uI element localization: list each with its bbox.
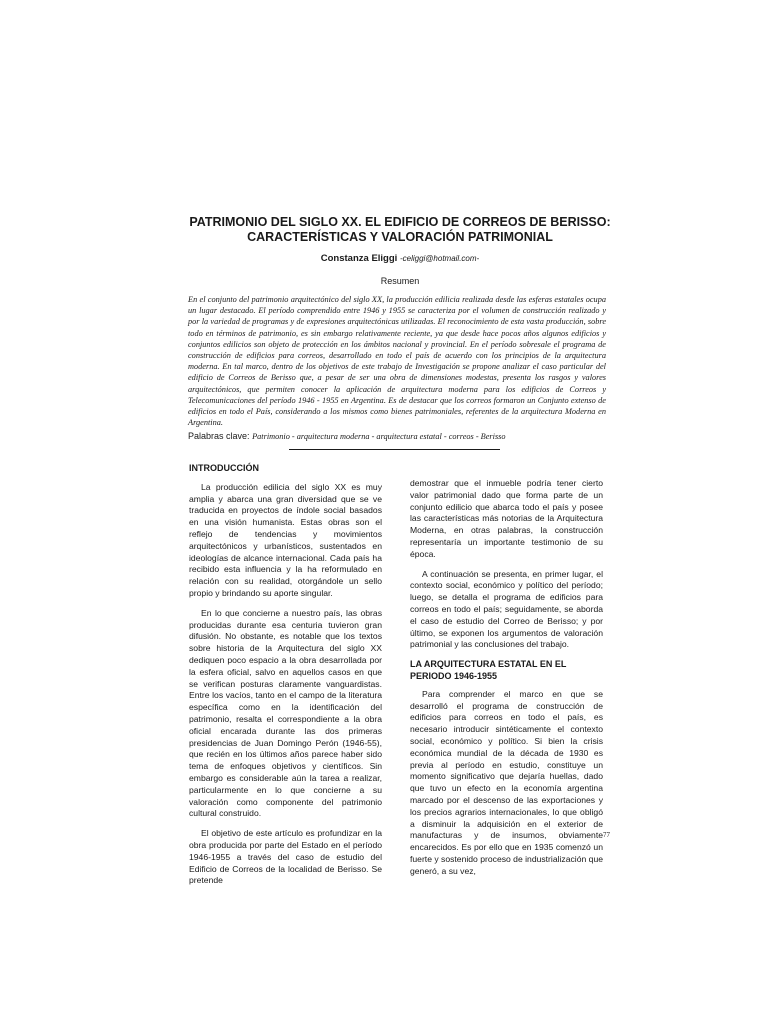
paragraph: Para comprender el marco en que se desarrolló el programa de construcción de edificios para correos en todo el país, es necesario introducir sintéticamente el contexto social, económico y político. Si bien la crisis económica mundial de la década de 1930 es previa al período en estudio, constituye un momento significativo que dejaría huellas, dado que tuvo un efecto en la economía argentina marcado por el descenso de las exportaciones y los precios agrarios internacionales, lo que obligó a disminuir la adquisición en el exterior de manufacturas y de insumos, obviamente encarecidos. Es por ello que en 1935 comenzó un fuerte y sostenido proceso de industrialización que generó, a su vez,: [410, 688, 603, 876]
left-column: [189, 463, 382, 895]
author-line: [150, 253, 650, 264]
title-line-2: CARACTERÍSTICAS Y VALORACIÓN PATRIMONIAL: [247, 230, 553, 244]
paragraph: En lo que concierne a nuestro país, las obras producidas durante esa centuria tuvieron gran difusión. No obstante, es notable que los textos sobre historia de la Arquitectura del siglo XX dediquen poco espacio a la obra desarrollada por la esfera oficial, salvo en aquellos casos en que se verifican posturas claramente vanguardistas. Entre los vacíos, tanto en el campo de la literatura específica como en la identificación del patrimonio, resalta el correspondiente a la obra oficial encarada durante las dos primeras presidencias de Juan Domingo Perón (1946-55), que recién en los últimos años parece haber sido tema de enfoques objetivos y científicos. Sin embargo es considerable aún la tarea a realizar, particularmente en lo que concierne a su valoración como componente del patrimonio cultural construido.: [189, 607, 382, 819]
section-heading-introduccion: INTRODUCCIÓN: [189, 463, 259, 473]
right-column: [410, 478, 603, 886]
keywords: [188, 431, 606, 441]
title-line-1: PATRIMONIO DEL SIGLO XX. EL EDIFICIO DE CORREOS DE BERISSO:: [189, 215, 611, 229]
article-title: [150, 215, 650, 245]
keywords-text: Patrimonio - arquitectura moderna - arquitectura estatal - correos - Berisso: [252, 432, 506, 441]
page-number: 77: [603, 831, 610, 839]
paragraph: A continuación se presenta, en primer lugar, el contexto social, económico y político del período; luego, se detalla el programa de edificios para correos en todo el país; seguidamente, se aborda el caso de estudio del Correo de Berisso; y por último, se exponen los argumentos de valoración patrimonial y las conclusiones del trabajo.: [410, 568, 603, 650]
abstract-heading: Resumen: [380, 276, 420, 286]
author-name: Constanza Eliggi: [320, 253, 398, 264]
author-email: -celiggi@hotmail.com-: [399, 254, 480, 263]
paragraph: El objetivo de este artículo es profundizar en la obra producida por parte del Estado en el período 1946-1955 a través del caso de estudio del Edificio de Correos de la localidad de Berisso. Se pretende: [189, 828, 382, 886]
keywords-label: Palabras clave:: [188, 431, 250, 441]
paragraph: La producción edilicia del siglo XX es muy amplia y abarca una gran diversidad que se ve traducida en proyectos de índole social basados en una visión humanista. Estas obras son el reflejo de tendencias y movimientos arquitectónicos y urbanísticos, sustentados en ideologías de alcance internacional. Cada país ha recibido esta influencia y la ha reformulado en relación con su realidad, otorgándole un sello propio y brindando su aporte singular.: [189, 481, 382, 598]
paragraph: demostrar que el inmueble podría tener cierto valor patrimonial dado que forma parte de un conjunto edilicio que abarca todo el país y posee las características más notorias de la Arquitectura Moderna, en otras palabras, la construcción representaría un importante testimonio de su época.: [410, 478, 603, 559]
abstract-text: En el conjunto del patrimonio arquitectónico del siglo XX, la producción edilicia realizada desde las esferas estatales ocupa un lugar destacado. El período comprendido entre 1946 y 1955 se caracteriza por el volumen de construcción realizado y por la variedad de programas y de expresiones arquitectónicas utilizadas. El reconocimiento de esta vasta producción, sobre todo en términos de patrimonio, es sin embargo relativamente reciente, ya que desde hace pocos años algunos edificios y conjuntos edilicios son objeto de protección en los ámbitos nacional y provincial. En el período sobresale el programa de construcción de edificios para correos, desarrollado en todo el país de acuerdo con los principios de la arquitectura moderna. En tal marco, dentro de los objetivos de este trabajo de Investigación se propone analizar el caso particular del edificio de Correos de Berisso que, a pesar de ser una obra de dimensiones modestas, presenta los rasgos y valores arquitectónicos, que permiten conocer la aplicación de arquitectura moderna para los edificios de Correos y Telecomunicaciones del período 1946 - 1955 en Argentina. Es de destacar que los correos formaron un Conjunto extenso de edificios en todo el País, considerando a los mismos como bienes patrimoniales, referentes de la arquitectura Moderna en Argentina.: [188, 295, 606, 428]
section-divider: [289, 449, 500, 450]
section-heading-arquitectura-estatal: LA ARQUITECTURA ESTATAL EN EL PERIODO 1946-1955: [410, 659, 567, 681]
